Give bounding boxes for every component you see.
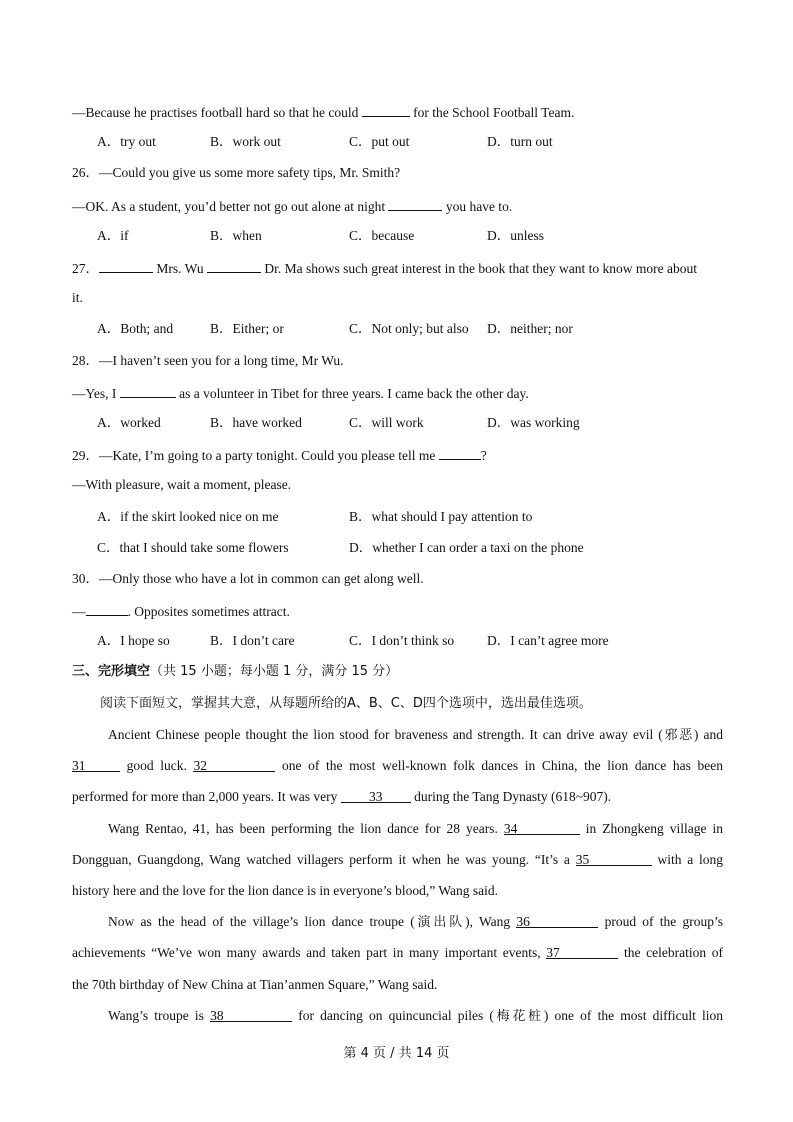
passage-p2-line3: history here and the love for the lion dance is in everyone’s blood,” Wang said. (72, 883, 499, 898)
q26-option-d[interactable]: D．unless (487, 228, 544, 243)
q25-blank[interactable] (362, 103, 410, 117)
q29-blank[interactable] (439, 446, 481, 460)
blank-34[interactable]: 34 (504, 821, 580, 835)
section-heading (72, 664, 398, 680)
q27-stem-cont: it. (72, 290, 83, 305)
q30-line: — . Opposites sometimes attract. (72, 604, 290, 619)
q28-stem: 28．—I haven’t seen you for a long time, Mr Wu. (72, 353, 344, 368)
q26-option-a[interactable]: A．if (97, 228, 129, 243)
q25-option-b[interactable]: B．work out (210, 134, 281, 149)
q28-blank[interactable] (120, 384, 176, 398)
passage-p1-line1: Ancient Chinese people thought the lion stood for braveness and strength. It can drive away evil (邪恶) and (108, 727, 723, 743)
q30-blank[interactable] (86, 602, 128, 616)
q26-blank[interactable] (388, 197, 442, 211)
q27-stem: 27． Mrs. Wu Dr. Ma shows such great interest in the book that they want to know more about (72, 261, 698, 276)
q27-option-b[interactable]: B．Either; or (210, 321, 284, 336)
page-footer: 第 4 页 / 共 14 页 (343, 1046, 450, 1061)
q30-option-d[interactable]: D．I can’t agree more (487, 633, 609, 648)
q27-option-a[interactable]: A．Both; and (97, 321, 174, 336)
blank-36[interactable]: 36 (516, 914, 598, 928)
q28-option-d[interactable]: D．was working (487, 415, 580, 430)
passage-p4-line1: Wang’s troupe is 38 for dancing on quincuncial piles (梅花桩) one of the most difficult lion (108, 1008, 723, 1024)
section-desc: （共 15 小题；每小题 1 分，满分 15 分） (150, 664, 399, 679)
q26-option-b[interactable]: B．when (210, 228, 262, 243)
q28-option-c[interactable]: C．will work (349, 415, 424, 430)
passage-p3-line2: achievements “We’ve won many awards and taken part in many important events, 37 the celebration of (72, 945, 723, 960)
q29-option-d[interactable]: D．whether I can order a taxi on the phone (349, 540, 584, 555)
section-title: 三、完形填空 (72, 664, 151, 679)
q30-option-c[interactable]: C．I don’t think so (349, 633, 455, 648)
q28-option-b[interactable]: B．have worked (210, 415, 302, 430)
q27-blank-1[interactable] (99, 259, 153, 273)
q28-line: —Yes, I as a volunteer in Tibet for three years. I came back the other day. (72, 386, 529, 401)
q25-option-c[interactable]: C．put out (349, 134, 410, 149)
q26-line: —OK. As a student, you’d better not go out alone at night you have to. (72, 199, 513, 214)
q27-option-d[interactable]: D．neither; nor (487, 321, 573, 336)
blank-37[interactable]: 37 (546, 945, 618, 959)
blank-31[interactable]: 31 (72, 758, 120, 772)
q30-stem: 30．—Only those who have a lot in common can get along well. (72, 571, 424, 586)
q29-stem: 29．—Kate, I’m going to a party tonight. Could you please tell me ? (72, 448, 487, 463)
passage-p3-line1: Now as the head of the village’s lion dance troupe (演出队), Wang 36 proud of the group’s (108, 914, 723, 930)
q29-line: —With pleasure, wait a moment, please. (72, 477, 292, 492)
q29-option-b[interactable]: B．what should I pay attention to (349, 509, 533, 524)
q28-option-a[interactable]: A．worked (97, 415, 161, 430)
passage-p2-line2: Dongguan, Guangdong, Wang watched villagers perform it when he was young. “It’s a 35 with a long (72, 852, 724, 867)
passage-p1-line2: 31 good luck. 32 one of the most well-known folk dances in China, the lion dance has been (72, 758, 723, 773)
blank-33[interactable]: 33 (341, 789, 411, 803)
q27-blank-2[interactable] (207, 259, 261, 273)
blank-35[interactable]: 35 (576, 852, 652, 866)
q30-option-b[interactable]: B．I don’t care (210, 633, 295, 648)
q25-option-d[interactable]: D．turn out (487, 134, 553, 149)
q30-option-a[interactable]: A．I hope so (97, 633, 170, 648)
q25-option-a[interactable]: A．try out (97, 134, 156, 149)
q25-line: —Because he practises football hard so that he could for the School Football Team. (72, 105, 575, 120)
q26-stem: 26．—Could you give us some more safety tips, Mr. Smith? (72, 165, 401, 180)
q29-option-a[interactable]: A．if the skirt looked nice on me (97, 509, 279, 524)
q27-option-c[interactable]: C．Not only; but also (349, 321, 469, 336)
passage-p3-line3: the 70th birthday of New China at Tian’anmen Square,” Wang said. (72, 977, 438, 992)
q29-option-c[interactable]: C．that I should take some flowers (97, 540, 289, 555)
section-instruction: 阅读下面短文，掌握其大意，从每题所给的A、B、C、D四个选项中，选出最佳选项。 (100, 696, 592, 711)
passage-p2-line1: Wang Rentao, 41, has been performing the lion dance for 28 years. 34 in Zhongkeng village in (108, 821, 723, 836)
blank-38[interactable]: 38 (210, 1008, 292, 1022)
blank-32[interactable]: 32 (193, 758, 275, 772)
passage-p1-line3: performed for more than 2,000 years. It was very 33 during the Tang Dynasty (618~907). (72, 789, 612, 804)
q26-option-c[interactable]: C．because (349, 228, 415, 243)
